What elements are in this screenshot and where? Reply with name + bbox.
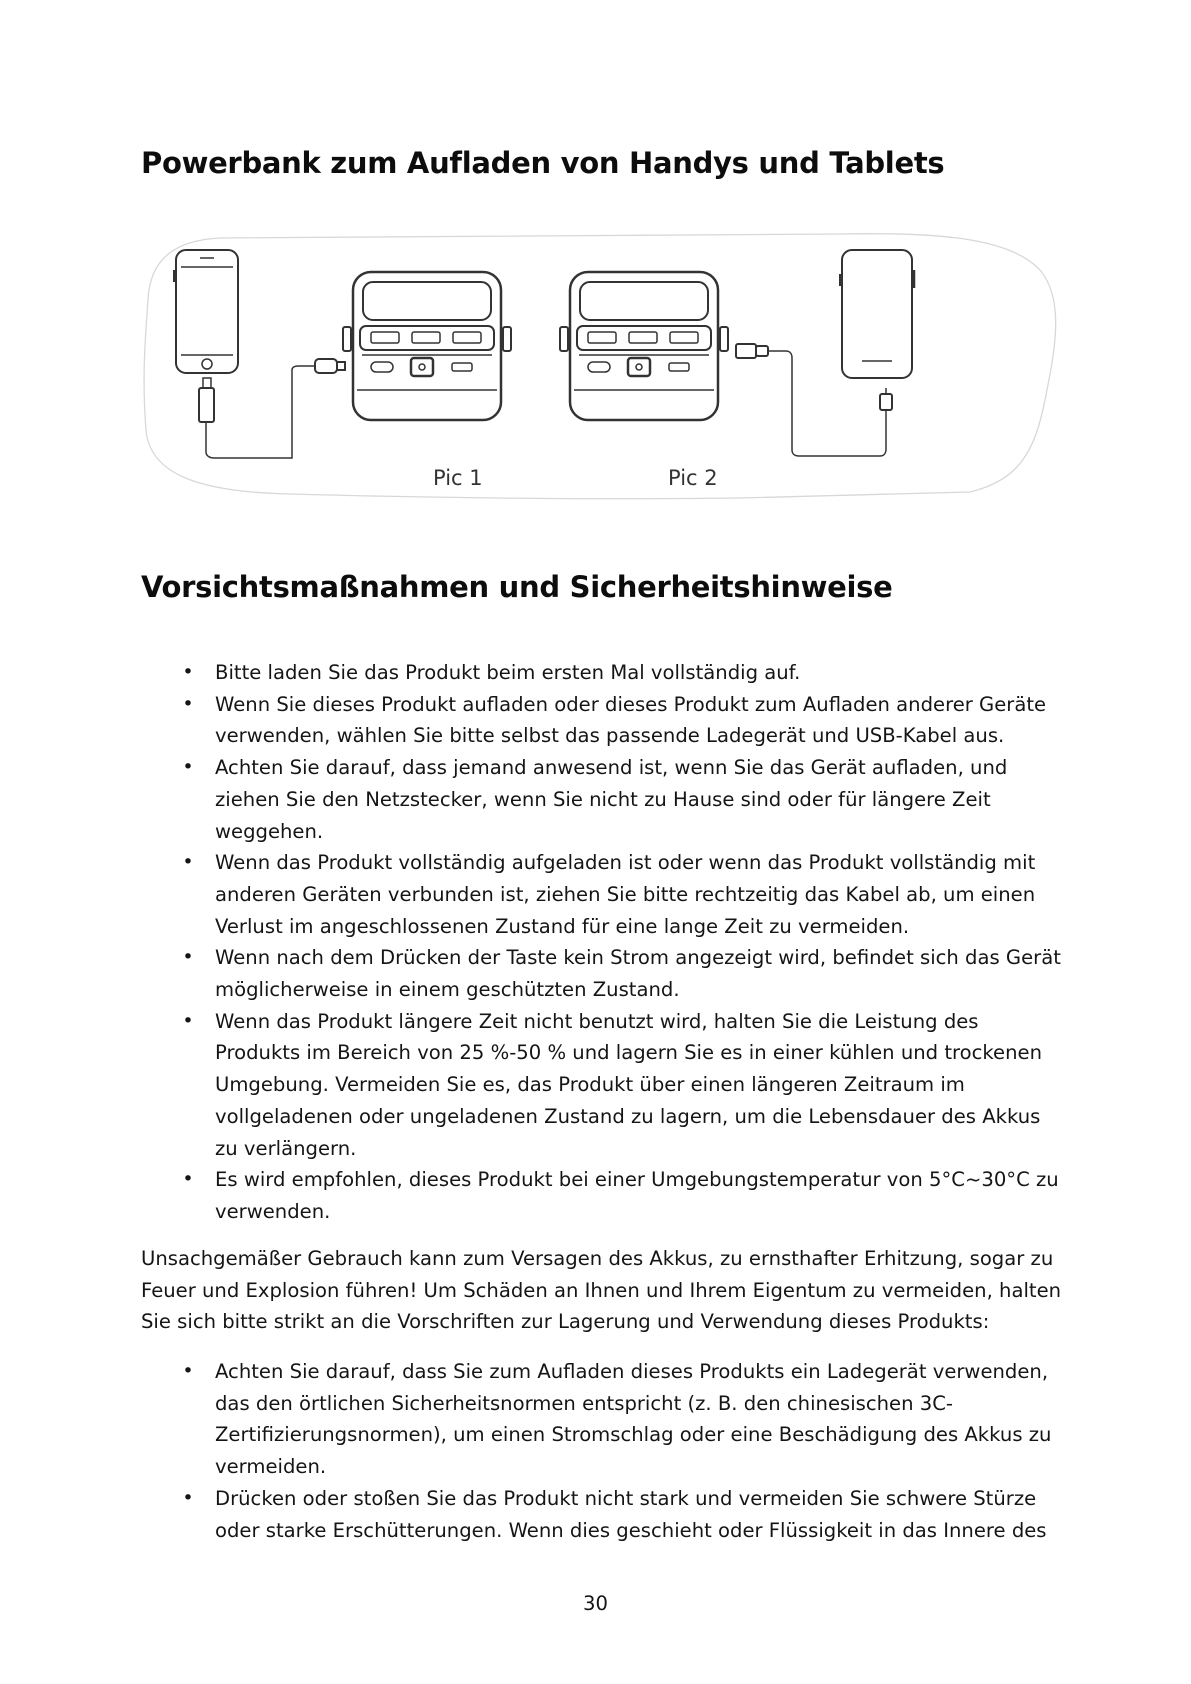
bullet-icon: • [182,756,194,779]
powerbank-pic1 [343,272,511,420]
section-title-safety: Vorsichtsmaßnahmen und Sicherheitshinweise [141,570,893,604]
warning-paragraph: Unsachgemäßer Gebrauch kann zum Versagen des Akkus, zu ernsthafter Erhitzung, sogar zu Feuer und Explosion führen! Um Schäden an Ihnen und Ihrem Eigentum zu vermeiden, halten Sie sich bitte strikt an die Vorschriften zur Lagerung und Verwendung dieses Produkts: [141,1247,1062,1334]
rules-list [0,1356,1191,1546]
list-item [0,1483,1191,1546]
charging-illustration [140,230,1060,535]
bullet-icon: • [182,1168,194,1191]
list-item-text: Drücken oder stoßen Sie das Produkt nicht stark und vermeiden Sie schwere Stürze oder starke Erschütterungen. Wenn dies geschieht oder Flüssigkeit in das Innere des [215,1486,1047,1542]
list-item [0,942,1191,1005]
bullet-icon: • [182,946,194,969]
page-number: 30 [583,1592,608,1615]
bullet-icon: • [182,1009,194,1032]
list-item [0,752,1191,847]
bullet-icon: • [182,692,194,715]
phone-left [174,250,345,458]
list-item-text: Achten Sie darauf, dass Sie zum Aufladen dieses Produkts ein Ladegerät verwenden, das den örtlichen Sicherheitsnormen entspricht (z. B. den chinesischen 3C-Zertifizierungsnormen), um einen Stromschlag oder eine Beschädigung des Akkus zu vermeiden. [215,1360,1052,1479]
bullet-icon: • [182,1360,194,1382]
list-item [0,657,1191,689]
list-item [0,689,1191,752]
bullet-icon: • [182,661,194,683]
list-item-text: Wenn das Produkt längere Zeit nicht benutzt wird, halten Sie die Leistung des Produkts im Bereich von 25 %-50 % und lagern Sie es in einer kühlen und trockenen Umgebung. Vermeiden Sie es, das Produkt über einen längeren Zeitraum im vollgeladenen oder ungeladenen Zustand zu lagern, um die Lebensdauer des Akkus zu verlängern. [215,1009,1042,1160]
list-item-text: Wenn nach dem Drücken der Taste kein Strom angezeigt wird, befindet sich das Gerät möglicherweise in einem geschützten Zustand. [215,946,1061,1002]
list-item [0,1356,1191,1483]
powerbank-pic2 [560,272,728,420]
list-item [0,847,1191,942]
list-item-text: Wenn Sie dieses Produkt aufladen oder dieses Produkt zum Aufladen anderer Geräte verwenden, wählen Sie bitte selbst das passende Ladegerät und USB-Kabel aus. [215,692,1047,748]
list-item-text: Achten Sie darauf, dass jemand anwesend ist, wenn Sie das Gerät aufladen, und ziehen Sie den Netzstecker, wenn Sie nicht zu Hause sind oder für längere Zeit weggehen. [215,756,1008,843]
pic1-label: Pic 1 [433,466,483,490]
sketch-outline [144,234,1056,499]
list-item-text: Wenn das Produkt vollständig aufgeladen ist oder wenn das Produkt vollständig mit anderen Geräten verbunden ist, ziehen Sie bitte rechtzeitig das Kabel ab, um einen Verlust im angeschlossenen Zustand für eine lange Zeit zu vermeiden. [215,851,1036,938]
phone-right [840,250,914,378]
bullet-icon: • [182,1486,194,1509]
charging-diagram-svg [140,230,1060,535]
section-title-charging: Powerbank zum Aufladen von Handys und Tablets [141,146,945,180]
list-item [0,1164,1191,1227]
list-item [0,1006,1191,1165]
list-item-text: Es wird empfohlen, dieses Produkt bei einer Umgebungstemperatur von 5°C~30°C zu verwenden. [215,1168,1059,1223]
precautions-list [0,657,1191,1228]
list-item-text: Bitte laden Sie das Produkt beim ersten Mal vollständig auf. [215,661,801,684]
pic2-label: Pic 2 [668,466,718,490]
bullet-icon: • [182,851,194,874]
